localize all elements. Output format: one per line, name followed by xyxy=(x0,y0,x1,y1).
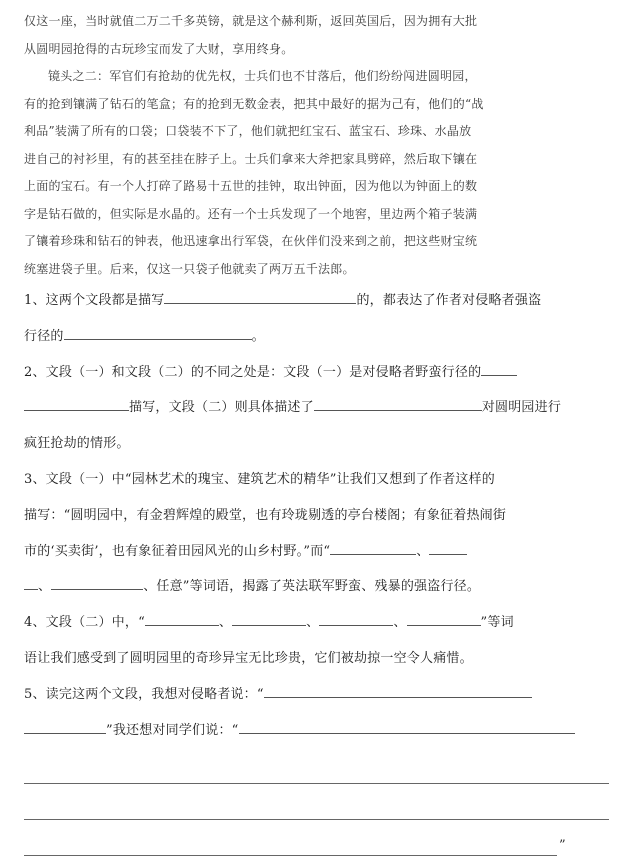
question-text: 对圆明园进行 xyxy=(481,400,562,416)
answer-blank[interactable] xyxy=(429,540,467,555)
passage-line: 字是钻石做的，但实际是水晶的。还有一个士兵发现了一个地窖，里边两个箱子装满 xyxy=(24,206,478,221)
passage-line: 了镶着珍珠和钻石的钟表，他迅速拿出行军袋，在伙伴们没来到之前，把这些财宝统 xyxy=(24,234,478,248)
answer-blank[interactable] xyxy=(24,575,38,590)
question-text: 、 xyxy=(393,615,407,631)
answer-blank[interactable] xyxy=(24,719,106,734)
answer-blank[interactable] xyxy=(51,575,143,590)
answer-line[interactable] xyxy=(24,748,609,784)
question-text: 1、这两个文段都是描写 xyxy=(24,293,165,308)
answer-line[interactable] xyxy=(24,829,557,856)
passage-line: 仅这一座，当时就值二万二千多英镑，就是这个赫利斯，返回英国后，因为拥有大批 xyxy=(24,14,478,28)
answer-blank[interactable] xyxy=(164,289,356,304)
question-2 xyxy=(24,355,609,462)
question-3 xyxy=(24,462,609,605)
answer-blank[interactable] xyxy=(407,611,481,626)
answer-blank[interactable] xyxy=(24,396,129,411)
answer-blank[interactable] xyxy=(481,361,517,376)
question-text: ”我还想对同学们说：“ xyxy=(106,722,239,738)
question-text: 4、文段（二）中，“ xyxy=(24,615,145,631)
answer-blank[interactable] xyxy=(64,325,252,340)
question-text: 、 xyxy=(218,615,233,631)
closing-quote: ” xyxy=(559,837,566,853)
question-text: ”等词 xyxy=(480,615,514,631)
question-text: 市的‘买卖街’，也有象征着田园风光的山乡村野。”而“ xyxy=(24,543,331,559)
passage-paragraph-1 xyxy=(24,8,609,63)
passage-line: 进自己的衬衫里，有的甚至挂在脖子上。士兵们拿来大斧把家具劈碎，然后取下镶在 xyxy=(24,151,478,166)
answer-line-final xyxy=(24,820,609,856)
passage-line: 从圆明园抢得的古玩珍宝而发了大财，享用终身。 xyxy=(24,41,294,56)
answer-blank[interactable] xyxy=(314,396,482,411)
question-text: 描写：“圆明园中，有金碧辉煌的殿堂，也有玲珑剔透的亭台楼阁；有象征着热闹街 xyxy=(24,507,507,523)
question-1 xyxy=(24,283,609,355)
passage-line: 上面的宝石。有一个人打碎了路易十五世的挂钟，取出钟面，因为他以为钟面上的数 xyxy=(24,179,478,193)
question-5 xyxy=(24,677,609,749)
answer-blank[interactable] xyxy=(232,611,306,626)
passage-paragraph-2 xyxy=(24,63,609,283)
question-text: 5、读完这两个文段，我想对侵略者说：“ xyxy=(24,686,264,702)
answer-blank[interactable] xyxy=(319,611,393,626)
answer-blank[interactable] xyxy=(145,611,219,626)
question-text: 、 xyxy=(38,579,52,595)
question-text: 2、文段（一）和文段（二）的不同之处是：文段（一）是对侵略者野蛮行径的 xyxy=(24,364,482,380)
answer-blank[interactable] xyxy=(239,719,575,734)
passage-line: 镜头之二：军官们有抢劫的优先权，士兵们也不甘落后，他们纷纷闯进圆明园， xyxy=(48,69,477,83)
passage-line: 利品”装满了所有的口袋；口袋装不下了，他们就把红宝石、蓝宝石、珍珠、水晶放 xyxy=(24,124,472,138)
passage-line: 有的抢到镶满了钻石的笔盒；有的抢到无数金表，把其中最好的据为己有，他们的“战 xyxy=(24,96,484,111)
question-text: 语让我们感受到了圆明园里的奇珍异宝无比珍贵，它们被劫掠一空令人痛惜。 xyxy=(24,650,473,666)
answer-line[interactable] xyxy=(24,784,609,820)
question-text: 。 xyxy=(251,328,265,344)
answer-blank[interactable] xyxy=(330,540,416,555)
question-text: 疯狂抢劫的情形。 xyxy=(24,436,130,452)
passage-line: 统塞进袋子里。后来，仅这一只袋子他就卖了两万五千法郎。 xyxy=(24,261,355,276)
question-4 xyxy=(24,605,609,677)
question-text: 、 xyxy=(416,543,430,559)
answer-blank[interactable] xyxy=(264,683,532,698)
question-text: 描写，文段（二）则具体描述了 xyxy=(129,400,314,416)
question-text: 3、文段（一）中“园林艺术的瑰宝、建筑艺术的精华”让我们又想到了作者这样的 xyxy=(24,471,495,487)
question-text: 的，都表达了作者对侵略者强盗 xyxy=(356,293,542,308)
reading-passage xyxy=(24,8,609,283)
question-text: 、 xyxy=(306,615,320,631)
worksheet-page xyxy=(24,8,609,856)
question-text: 行径的 xyxy=(24,328,64,344)
question-text: 、任意”等词语，揭露了英法联军野蛮、残暴的强盗行径。 xyxy=(143,579,481,595)
